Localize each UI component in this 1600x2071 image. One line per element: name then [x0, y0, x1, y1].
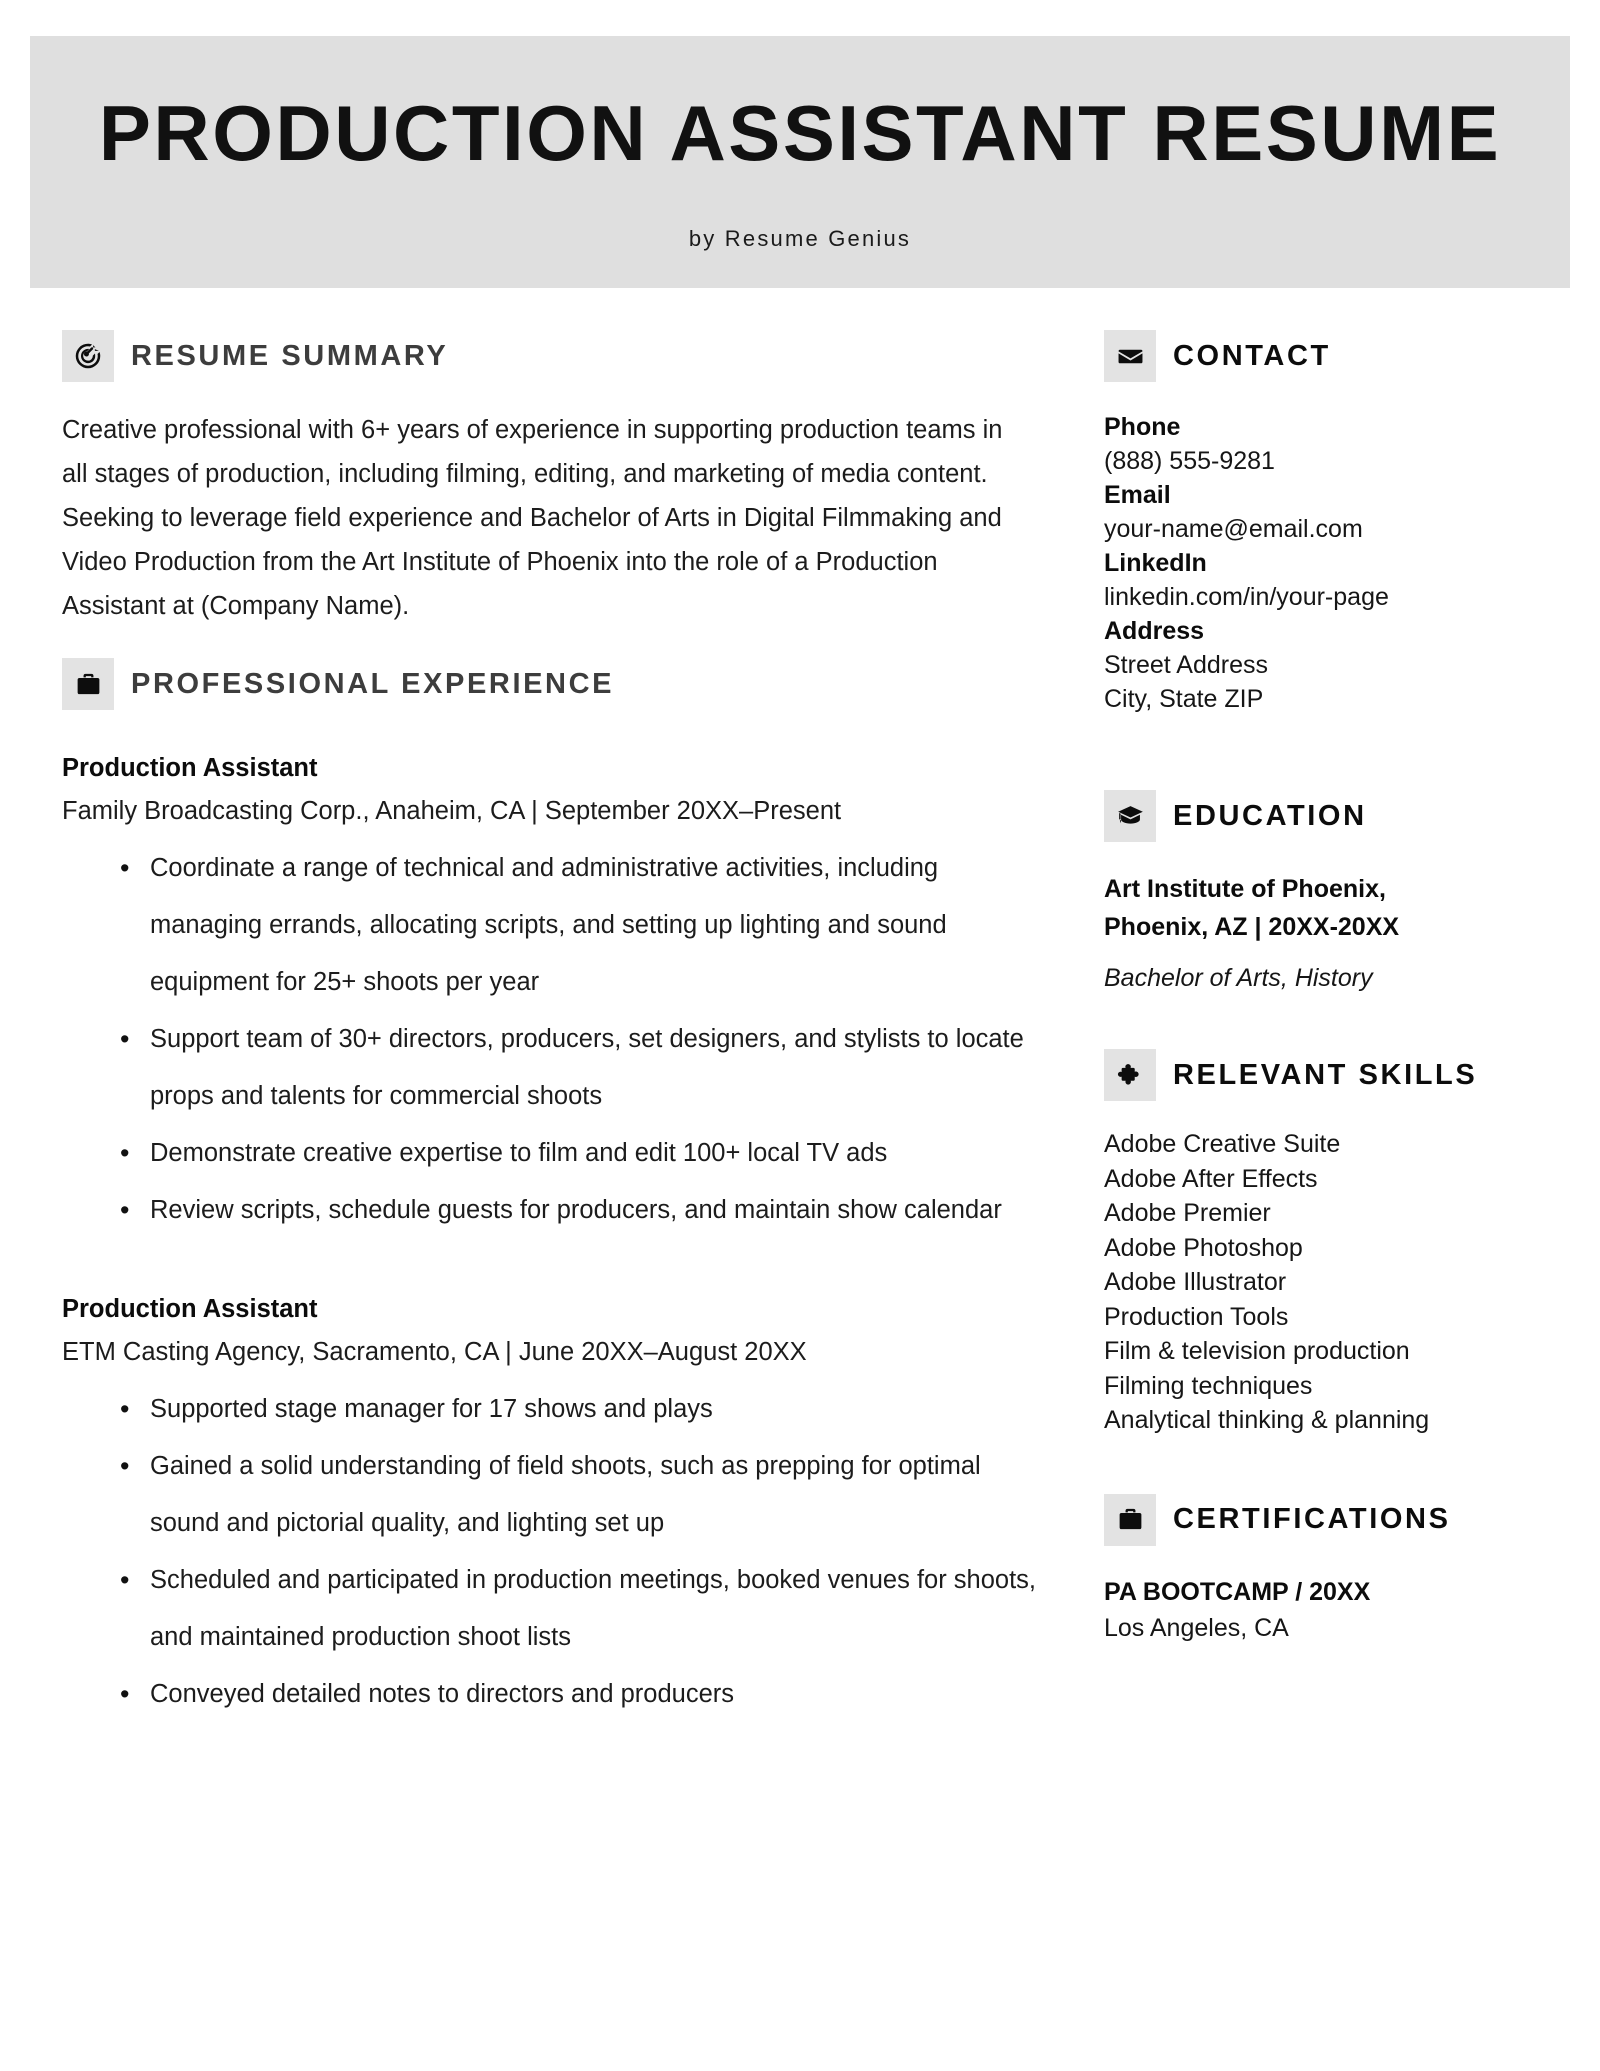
contact-value-phone[interactable]: (888) 555-9281: [1104, 447, 1275, 475]
contact-value-email[interactable]: your-name@email.com: [1104, 515, 1363, 543]
section-contact-header: [1104, 330, 1524, 382]
section-certifications-header: [1104, 1494, 1524, 1546]
contact-label-address: Address: [1104, 617, 1205, 645]
skill-item: Adobe After Effects: [1104, 1164, 1318, 1193]
right-column: [1104, 330, 1524, 1646]
section-title-education: EDUCATION: [1173, 799, 1367, 832]
envelope-icon: [1104, 330, 1156, 382]
header-banner: [30, 36, 1570, 288]
contact-list: [1104, 410, 1524, 716]
contact-label-linkedin: LinkedIn: [1104, 549, 1207, 577]
contact-label-email: Email: [1104, 481, 1171, 509]
job-bullet: • Supported stage manager for 17 shows and plays: [62, 1381, 1042, 1438]
experience-entry: [62, 1295, 1042, 1723]
job-bullet: • Conveyed detailed notes to directors and producers: [62, 1666, 1042, 1723]
contact-label-phone: Phone: [1104, 413, 1181, 441]
section-relevant-skills-header: [1104, 1049, 1524, 1101]
job-bullet-list: [62, 840, 1042, 1239]
section-title-contact: CONTACT: [1173, 339, 1331, 372]
job-bullet-list: [62, 1381, 1042, 1723]
skills-list: [1104, 1127, 1524, 1438]
job-title: Production Assistant: [62, 1295, 318, 1323]
section-education-header: [1104, 790, 1524, 842]
section-title-certifications: CERTIFICATIONS: [1173, 1503, 1451, 1535]
education-school-line1: Art Institute of Phoenix,: [1104, 875, 1386, 903]
section-resume-summary-header: [62, 330, 1042, 382]
page-title: PRODUCTION ASSISTANT RESUME: [98, 89, 1502, 177]
education-entry: [1104, 870, 1524, 993]
job-bullet: • Review scripts, schedule guests for producers, and maintain show calendar: [62, 1182, 1042, 1239]
job-bullet: • Gained a solid understanding of field shoots, such as prepping for optimal sound and pictorial quality, and lighting set up: [62, 1438, 1042, 1552]
contact-value-linkedin[interactable]: linkedin.com/in/your-page: [1104, 583, 1389, 611]
certification-entry: [1104, 1574, 1524, 1646]
certification-name: PA BOOTCAMP / 20XX: [1104, 1577, 1371, 1606]
contact-value-address-line2: City, State ZIP: [1104, 685, 1264, 713]
page-subtitle: by Resume Genius: [688, 226, 912, 251]
resume-summary-text: Creative professional with 6+ years of experience in supporting production teams in all stages of production, including filming, editing, and marketing of media content. Seeking to leverage field experience and Bachelor of Arts in Digital Filmmaking and Video Production from the Art Institute of Phoenix into the role of a Production Assistant at (Company Name).: [62, 416, 1003, 620]
skill-item: Production Tools: [1104, 1302, 1289, 1331]
skill-item: Adobe Illustrator: [1104, 1268, 1287, 1296]
briefcase-icon: [62, 658, 114, 710]
job-bullet: • Demonstrate creative expertise to film and edit 100+ local TV ads: [62, 1125, 1042, 1182]
skill-item: Adobe Photoshop: [1104, 1233, 1303, 1262]
target-icon: [62, 330, 114, 382]
skill-item: Analytical thinking & planning: [1104, 1406, 1430, 1434]
section-title-professional-experience: PROFESSIONAL EXPERIENCE: [131, 667, 615, 700]
job-bullet: • Coordinate a range of technical and administrative activities, including managing errands, allocating scripts, and setting up lighting and sound equipment for 25+ shoots per year: [62, 840, 1042, 1011]
graduation-cap-icon: [1104, 790, 1156, 842]
section-title-relevant-skills: RELEVANT SKILLS: [1173, 1058, 1478, 1091]
job-bullet: • Scheduled and participated in production meetings, booked venues for shoots, and maintained production shoot lists: [62, 1552, 1042, 1666]
job-bullet: • Support team of 30+ directors, producers, set designers, and stylists to locate props and talents for commercial shoots: [62, 1011, 1042, 1125]
job-title: Production Assistant: [62, 754, 318, 782]
puzzle-piece-icon: [1104, 1049, 1156, 1101]
section-professional-experience-header: [62, 658, 1042, 710]
left-column: [62, 330, 1042, 1723]
section-title-resume-summary: RESUME SUMMARY: [131, 339, 449, 372]
job-meta: Family Broadcasting Corp., Anaheim, CA | September 20XX–Present: [62, 797, 842, 825]
education-school-line2: Phoenix, AZ | 20XX-20XX: [1104, 913, 1400, 941]
skill-item: Adobe Creative Suite: [1104, 1130, 1341, 1158]
skill-item: Adobe Premier: [1104, 1199, 1271, 1227]
contact-value-address-line1: Street Address: [1104, 651, 1268, 679]
education-degree: Bachelor of Arts, History: [1104, 964, 1373, 992]
briefcase-icon: [1104, 1494, 1156, 1546]
job-meta: ETM Casting Agency, Sacramento, CA | June 20XX–August 20XX: [62, 1338, 807, 1366]
certification-place: Los Angeles, CA: [1104, 1613, 1289, 1642]
experience-entry: [62, 754, 1042, 1239]
skill-item: Film & television production: [1104, 1337, 1410, 1365]
skill-item: Filming techniques: [1104, 1371, 1313, 1400]
